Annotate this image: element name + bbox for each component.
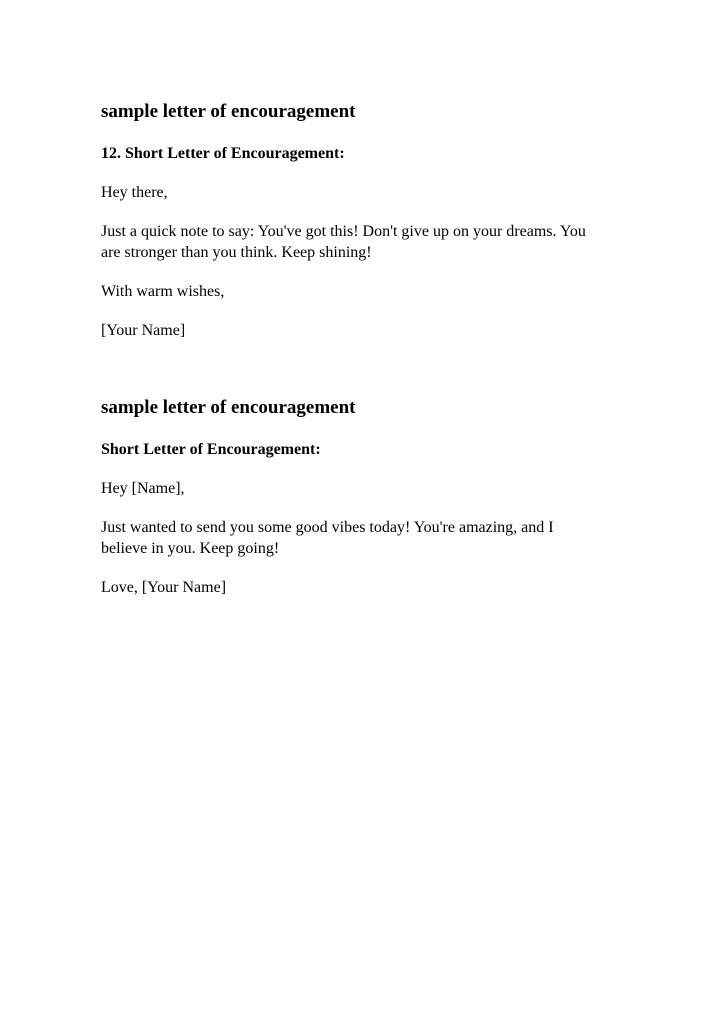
letter-section-2 bbox=[101, 396, 641, 598]
letter-closing: With warm wishes, bbox=[101, 283, 225, 300]
letter-closing: Love, [Your Name] bbox=[101, 579, 227, 596]
section-heading: sample letter of encouragement bbox=[101, 101, 356, 122]
letter-section-1 bbox=[101, 100, 641, 341]
section-heading: sample letter of encouragement bbox=[101, 397, 356, 418]
letter-greeting: Hey there, bbox=[101, 184, 168, 201]
letter-title: 12. Short Letter of Encouragement: bbox=[101, 145, 345, 162]
letter-body: Just wanted to send you some good vibes today! You're amazing, and I believe in you. Keep going! bbox=[101, 519, 554, 557]
letter-body: Just a quick note to say: You've got this! Don't give up on your dreams. You are stronger than you think. Keep shining! bbox=[101, 223, 586, 261]
letter-greeting: Hey [Name], bbox=[101, 480, 185, 497]
letter-signature: [Your Name] bbox=[101, 322, 186, 339]
letter-title: Short Letter of Encouragement: bbox=[101, 441, 321, 458]
